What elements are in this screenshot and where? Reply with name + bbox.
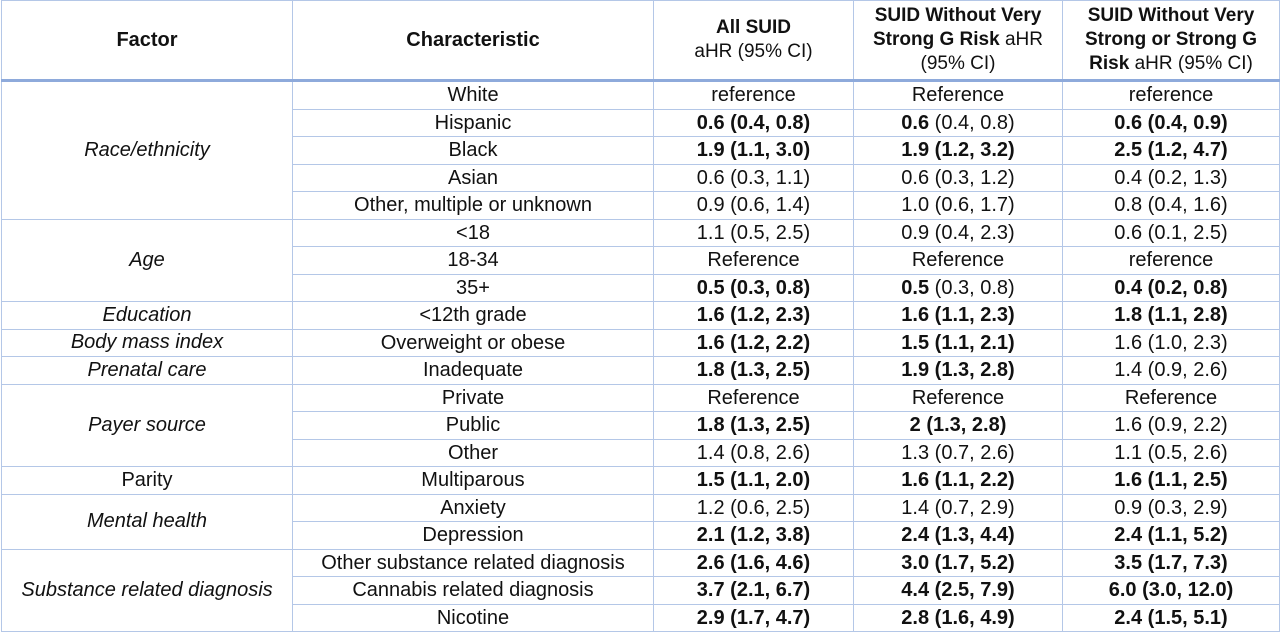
hazard-ratio-value: 1.5 bbox=[901, 331, 930, 354]
hazard-ratio-value: Reference bbox=[911, 84, 1005, 107]
hazard-ratio-value: 6.0 bbox=[1108, 579, 1137, 602]
confidence-interval-value: (1.3, 2.5) bbox=[730, 359, 811, 382]
factor-cell-bmi: Body mass index bbox=[2, 329, 293, 357]
confidence-interval-value: (1.7, 4.7) bbox=[730, 606, 811, 629]
table-row bbox=[2, 494, 1280, 522]
estimate-cell bbox=[1063, 137, 1280, 165]
hazard-ratio-value: 1.3 bbox=[901, 441, 930, 464]
estimate-cell bbox=[854, 577, 1063, 605]
estimate-cell bbox=[854, 604, 1063, 632]
estimate-cell bbox=[1063, 164, 1280, 192]
characteristic-cell: Hispanic bbox=[293, 109, 654, 137]
hazard-ratio-value: 1.6 bbox=[1114, 469, 1143, 492]
characteristic-cell: <12th grade bbox=[293, 302, 654, 330]
estimate-cell bbox=[654, 274, 854, 302]
hazard-ratio-value: 4.4 bbox=[901, 579, 930, 602]
hazard-ratio-value: 2.4 bbox=[1114, 606, 1143, 629]
hazard-ratio-value: Reference bbox=[911, 386, 1005, 409]
hazard-ratio-value: 1.1 bbox=[1114, 441, 1143, 464]
hazard-ratio-value: 0.6 bbox=[696, 111, 725, 134]
estimate-cell bbox=[654, 604, 854, 632]
confidence-interval-value: (1.6, 4.6) bbox=[730, 551, 811, 574]
confidence-interval-value: (0.2, 1.3) bbox=[1147, 166, 1228, 189]
characteristic-cell: 35+ bbox=[293, 274, 654, 302]
estimate-cell bbox=[1063, 109, 1280, 137]
estimate-cell bbox=[854, 192, 1063, 220]
estimate-cell bbox=[854, 274, 1063, 302]
confidence-interval-value: (1.3, 2.8) bbox=[926, 414, 1007, 437]
estimate-cell bbox=[854, 384, 1063, 412]
estimate-cell bbox=[1063, 577, 1280, 605]
estimate-cell bbox=[854, 522, 1063, 550]
characteristic-cell: Inadequate bbox=[293, 357, 654, 385]
estimate-cell bbox=[1063, 604, 1280, 632]
table-row bbox=[2, 329, 1280, 357]
hazard-ratio-value: 2.8 bbox=[901, 606, 930, 629]
confidence-interval-value: (1.1, 5.2) bbox=[1147, 524, 1228, 547]
table-row bbox=[2, 357, 1280, 385]
hazard-ratio-value: 1.8 bbox=[696, 359, 725, 382]
hazard-ratio-value: reference bbox=[1128, 84, 1214, 107]
confidence-interval-value: (0.9, 2.6) bbox=[1147, 359, 1228, 382]
estimate-cell bbox=[654, 192, 854, 220]
characteristic-header: Characteristic bbox=[293, 1, 654, 81]
hazard-ratio-value: 1.6 bbox=[901, 304, 930, 327]
hazard-ratio-value: 2 bbox=[909, 414, 921, 437]
estimate-cell bbox=[1063, 81, 1280, 110]
estimate-cell bbox=[654, 412, 854, 440]
confidence-interval-value: (1.1, 2.0) bbox=[730, 469, 811, 492]
hazard-ratio-value: 0.9 bbox=[696, 194, 725, 217]
estimate-cell bbox=[1063, 274, 1280, 302]
hazard-ratio-value: 0.9 bbox=[1114, 496, 1143, 519]
hazard-ratio-value: 0.8 bbox=[1114, 194, 1143, 217]
hazard-ratio-value: 1.6 bbox=[901, 469, 930, 492]
characteristic-cell: Public bbox=[293, 412, 654, 440]
confidence-interval-value: (0.7, 2.6) bbox=[934, 441, 1015, 464]
hazard-ratio-value: 2.4 bbox=[1114, 524, 1143, 547]
estimate-cell bbox=[854, 219, 1063, 247]
estimate-cell bbox=[854, 302, 1063, 330]
hazard-ratio-value: Reference bbox=[707, 249, 800, 272]
confidence-interval-value: (0.4, 2.3) bbox=[934, 221, 1015, 244]
confidence-interval-value: (0.3, 1.1) bbox=[730, 166, 811, 189]
estimate-cell bbox=[1063, 439, 1280, 467]
confidence-interval-value: (1.2, 2.2) bbox=[730, 331, 811, 354]
confidence-interval-value: (0.4, 1.6) bbox=[1147, 194, 1228, 217]
hazard-ratio-value: Reference bbox=[911, 249, 1005, 272]
confidence-interval-value: (1.2, 2.3) bbox=[730, 304, 811, 327]
estimate-cell bbox=[854, 137, 1063, 165]
hazard-ratio-value: 0.6 bbox=[696, 166, 725, 189]
factor-cell-education: Education bbox=[2, 302, 293, 330]
hazard-ratio-value: 0.5 bbox=[696, 276, 725, 299]
estimate-cell bbox=[854, 329, 1063, 357]
confidence-interval-value: (1.3, 4.4) bbox=[934, 524, 1015, 547]
confidence-interval-value: (0.9, 2.2) bbox=[1147, 414, 1228, 437]
confidence-interval-value: (0.8, 2.6) bbox=[730, 441, 811, 464]
confidence-interval-value: (1.2, 3.2) bbox=[934, 139, 1015, 162]
hazard-ratio-value: 1.9 bbox=[901, 139, 930, 162]
confidence-interval-value: (1.5, 5.1) bbox=[1147, 606, 1228, 629]
hazard-ratio-value: 1.2 bbox=[696, 496, 725, 519]
hazard-ratio-value: 0.6 bbox=[1114, 221, 1143, 244]
confidence-interval-value: (1.3, 2.8) bbox=[934, 359, 1015, 382]
suid-without-very-strong-header-title: SUID Without Very Strong G Risk bbox=[873, 5, 1042, 50]
hazard-ratio-value: 2.1 bbox=[696, 524, 725, 547]
hazard-ratio-value: 0.4 bbox=[1114, 166, 1143, 189]
estimate-cell bbox=[1063, 412, 1280, 440]
estimate-cell bbox=[654, 494, 854, 522]
hazard-ratio-value: 1.6 bbox=[1114, 331, 1143, 354]
hazard-ratio-value: 1.0 bbox=[901, 194, 930, 217]
confidence-interval-value: (1.3, 2.5) bbox=[730, 414, 811, 437]
characteristic-cell: Private bbox=[293, 384, 654, 412]
hazard-ratio-value: 0.6 bbox=[1114, 111, 1143, 134]
estimate-cell bbox=[1063, 219, 1280, 247]
confidence-interval-value: (1.2, 4.7) bbox=[1147, 139, 1228, 162]
estimate-cell bbox=[654, 384, 854, 412]
estimate-cell bbox=[654, 357, 854, 385]
characteristic-cell: Other substance related diagnosis bbox=[293, 549, 654, 577]
confidence-interval-value: (0.5, 2.6) bbox=[1147, 441, 1228, 464]
estimate-cell bbox=[1063, 467, 1280, 495]
suid-without-very-strong-header-sub: aHR (95% CI) bbox=[920, 29, 1043, 74]
hazard-ratio-value: 2.5 bbox=[1114, 139, 1143, 162]
characteristic-cell: Depression bbox=[293, 522, 654, 550]
confidence-interval-value: (1.6, 4.9) bbox=[934, 606, 1015, 629]
hazard-ratio-value: Reference bbox=[1124, 386, 1218, 409]
estimate-cell bbox=[854, 439, 1063, 467]
characteristic-cell: Overweight or obese bbox=[293, 329, 654, 357]
characteristic-cell: <18 bbox=[293, 219, 654, 247]
hazard-ratio-value: 0.9 bbox=[901, 221, 930, 244]
characteristic-cell: Black bbox=[293, 137, 654, 165]
results-table bbox=[1, 0, 1280, 632]
factor-cell-age: Age bbox=[2, 219, 293, 302]
hazard-ratio-value: 2.9 bbox=[696, 606, 725, 629]
estimate-cell bbox=[1063, 302, 1280, 330]
hazard-ratio-value: Reference bbox=[707, 386, 800, 409]
table-row bbox=[2, 549, 1280, 577]
confidence-interval-value: (0.5, 2.5) bbox=[730, 221, 811, 244]
confidence-interval-value: (0.1, 2.5) bbox=[1147, 221, 1228, 244]
estimate-cell bbox=[1063, 549, 1280, 577]
confidence-interval-value: (0.4, 0.9) bbox=[1147, 111, 1228, 134]
factor-cell-race: Race/ethnicity bbox=[2, 81, 293, 220]
estimate-cell bbox=[1063, 494, 1280, 522]
table-row bbox=[2, 302, 1280, 330]
estimate-cell bbox=[854, 357, 1063, 385]
estimate-cell bbox=[854, 81, 1063, 110]
header-row bbox=[2, 1, 1280, 81]
confidence-interval-value: (0.3, 0.8) bbox=[934, 276, 1015, 299]
characteristic-cell: Multiparous bbox=[293, 467, 654, 495]
hazard-ratio-value: 0.5 bbox=[901, 276, 930, 299]
confidence-interval-value: (2.5, 7.9) bbox=[934, 579, 1015, 602]
all-suid-header-title: All SUID bbox=[716, 17, 791, 38]
estimate-cell bbox=[1063, 357, 1280, 385]
estimate-cell bbox=[654, 81, 854, 110]
characteristic-cell: 18-34 bbox=[293, 247, 654, 275]
estimate-cell bbox=[1063, 522, 1280, 550]
factor-cell-mental: Mental health bbox=[2, 494, 293, 549]
table-body bbox=[2, 81, 1280, 632]
hazard-ratio-value: 2.4 bbox=[901, 524, 930, 547]
estimate-cell bbox=[654, 329, 854, 357]
confidence-interval-value: (1.1, 2.1) bbox=[934, 331, 1015, 354]
confidence-interval-value: (0.3, 0.8) bbox=[730, 276, 811, 299]
hazard-ratio-value: 0.6 bbox=[901, 111, 930, 134]
estimate-cell bbox=[854, 412, 1063, 440]
hazard-ratio-value: 0.6 bbox=[901, 166, 930, 189]
confidence-interval-value: (0.3, 1.2) bbox=[934, 166, 1015, 189]
confidence-interval-value: (1.7, 7.3) bbox=[1147, 551, 1228, 574]
hazard-ratio-value: 1.4 bbox=[1114, 359, 1143, 382]
suid-without-strong-header-title-b: Risk bbox=[1089, 53, 1130, 74]
hazard-ratio-value: 1.6 bbox=[1114, 414, 1143, 437]
estimate-cell bbox=[654, 302, 854, 330]
hazard-ratio-value: 2.6 bbox=[696, 551, 725, 574]
factor-cell-prenatal: Prenatal care bbox=[2, 357, 293, 385]
estimate-cell bbox=[654, 577, 854, 605]
estimate-cell bbox=[654, 439, 854, 467]
hazard-ratio-value: 1.9 bbox=[901, 359, 930, 382]
confidence-interval-value: (0.2, 0.8) bbox=[1147, 276, 1228, 299]
estimate-cell bbox=[654, 522, 854, 550]
estimate-cell bbox=[654, 467, 854, 495]
hazard-ratio-value: 1.4 bbox=[901, 496, 930, 519]
characteristic-cell: Anxiety bbox=[293, 494, 654, 522]
confidence-interval-value: (1.1, 3.0) bbox=[730, 139, 811, 162]
hazard-ratio-value: 1.1 bbox=[696, 221, 725, 244]
suid-without-very-strong-header bbox=[854, 1, 1063, 81]
estimate-cell bbox=[854, 164, 1063, 192]
characteristic-cell: Other bbox=[293, 439, 654, 467]
table-row bbox=[2, 384, 1280, 412]
hazard-ratio-value: 1.8 bbox=[1114, 304, 1143, 327]
table-row bbox=[2, 81, 1280, 110]
confidence-interval-value: (1.1, 2.2) bbox=[934, 469, 1015, 492]
estimate-cell bbox=[654, 137, 854, 165]
estimate-cell bbox=[854, 109, 1063, 137]
factor-cell-substance: Substance related diagnosis bbox=[2, 549, 293, 632]
hazard-ratio-value: 1.6 bbox=[696, 304, 725, 327]
table-row bbox=[2, 467, 1280, 495]
estimate-cell bbox=[654, 219, 854, 247]
hazard-ratio-value: 1.8 bbox=[696, 414, 725, 437]
confidence-interval-value: (1.1, 2.8) bbox=[1147, 304, 1228, 327]
confidence-interval-value: (2.1, 6.7) bbox=[730, 579, 811, 602]
estimate-cell bbox=[654, 247, 854, 275]
hazard-ratio-value: reference bbox=[711, 84, 796, 107]
confidence-interval-value: (0.7, 2.9) bbox=[934, 496, 1015, 519]
estimate-cell bbox=[854, 247, 1063, 275]
hazard-ratio-value: 1.9 bbox=[696, 139, 725, 162]
estimate-cell bbox=[654, 109, 854, 137]
estimate-cell bbox=[1063, 329, 1280, 357]
characteristic-cell: Cannabis related diagnosis bbox=[293, 577, 654, 605]
characteristic-cell: Nicotine bbox=[293, 604, 654, 632]
factor-header: Factor bbox=[2, 1, 293, 81]
confidence-interval-value: (1.2, 3.8) bbox=[730, 524, 811, 547]
estimate-cell bbox=[1063, 384, 1280, 412]
confidence-interval-value: (1.1, 2.3) bbox=[934, 304, 1015, 327]
factor-cell-payer: Payer source bbox=[2, 384, 293, 467]
confidence-interval-value: (1.0, 2.3) bbox=[1147, 331, 1228, 354]
suid-without-strong-header-title-a: SUID Without Very Strong or Strong G bbox=[1084, 5, 1258, 50]
estimate-cell bbox=[654, 164, 854, 192]
hazard-ratio-value: 1.6 bbox=[696, 331, 725, 354]
characteristic-cell: Other, multiple or unknown bbox=[293, 192, 654, 220]
estimate-cell bbox=[1063, 192, 1280, 220]
all-suid-header bbox=[654, 1, 854, 81]
estimate-cell bbox=[854, 549, 1063, 577]
confidence-interval-value: (1.1, 2.5) bbox=[1147, 469, 1228, 492]
estimate-cell bbox=[654, 549, 854, 577]
characteristic-cell: White bbox=[293, 81, 654, 110]
confidence-interval-value: (0.3, 2.9) bbox=[1147, 496, 1228, 519]
confidence-interval-value: (0.6, 2.5) bbox=[730, 496, 811, 519]
hazard-ratio-value: 3.0 bbox=[901, 551, 930, 574]
confidence-interval-value: (1.7, 5.2) bbox=[934, 551, 1015, 574]
all-suid-header-sub: aHR (95% CI) bbox=[694, 41, 813, 62]
factor-cell-parity: Parity bbox=[2, 467, 293, 495]
estimate-cell bbox=[854, 467, 1063, 495]
hazard-ratio-value: 0.4 bbox=[1114, 276, 1143, 299]
hazard-ratio-value: reference bbox=[1128, 249, 1214, 272]
estimate-cell bbox=[854, 494, 1063, 522]
hazard-ratio-value: 1.4 bbox=[696, 441, 725, 464]
confidence-interval-value: (0.6, 1.4) bbox=[730, 194, 811, 217]
confidence-interval-value: (0.4, 0.8) bbox=[934, 111, 1015, 134]
characteristic-cell: Asian bbox=[293, 164, 654, 192]
suid-without-strong-header bbox=[1063, 1, 1280, 81]
table-row bbox=[2, 219, 1280, 247]
confidence-interval-value: (0.4, 0.8) bbox=[730, 111, 811, 134]
suid-without-strong-header-sub: aHR (95% CI) bbox=[1134, 53, 1253, 74]
confidence-interval-value: (0.6, 1.7) bbox=[934, 194, 1015, 217]
confidence-interval-value: (3.0, 12.0) bbox=[1142, 579, 1234, 602]
hazard-ratio-value: 3.7 bbox=[696, 579, 725, 602]
estimate-cell bbox=[1063, 247, 1280, 275]
hazard-ratio-value: 1.5 bbox=[696, 469, 725, 492]
hazard-ratio-value: 3.5 bbox=[1114, 551, 1143, 574]
